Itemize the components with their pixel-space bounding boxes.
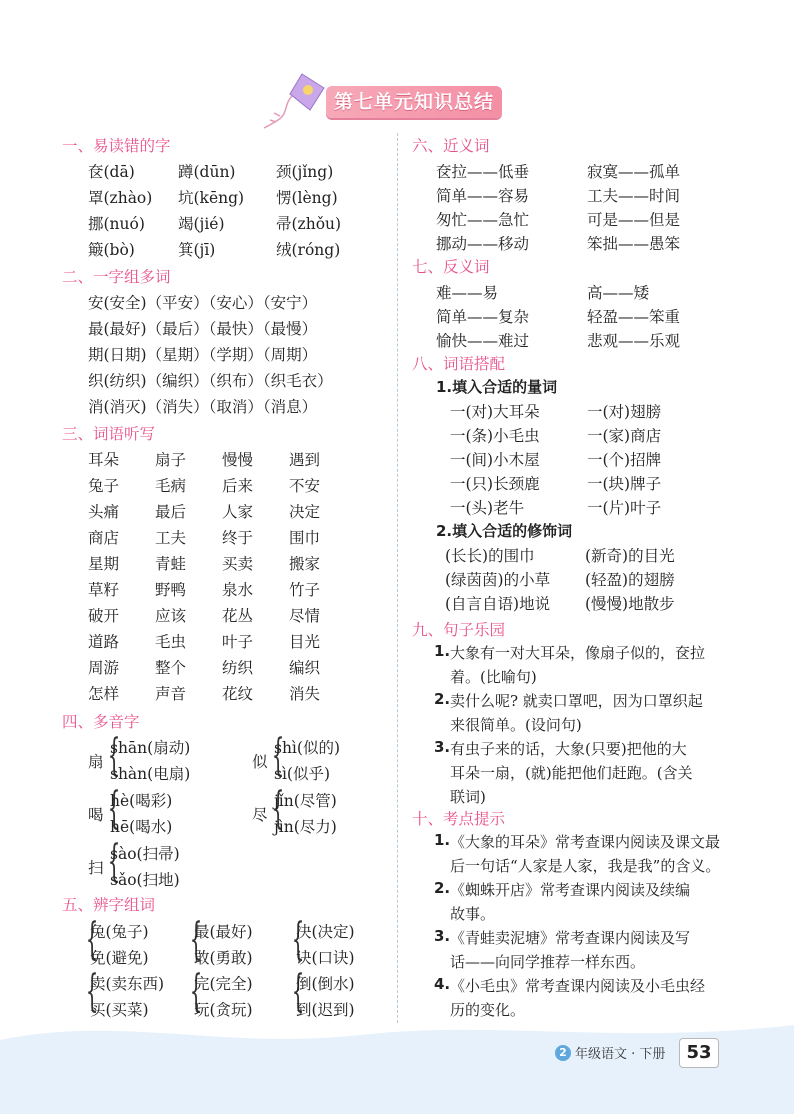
list-item: 怎样: [88, 685, 120, 703]
list-item: 周游: [88, 659, 120, 677]
footer-wave: [0, 1010, 794, 1114]
kite-icon: [262, 70, 332, 130]
list-item: sì(似乎): [274, 765, 331, 783]
item-number: 1.: [434, 831, 451, 849]
list-item: (轻盈)的翅膀: [585, 571, 675, 589]
list-item: 毛虫: [155, 633, 187, 651]
list-item: 帚(zhǒu): [276, 215, 342, 233]
section-heading-5: 五、辨字组词: [62, 896, 156, 914]
list-item: 绒(róng): [276, 241, 341, 259]
section-heading-4: 四、多音字: [62, 713, 140, 731]
list-item: 花纹: [222, 685, 254, 703]
list-item: 《蜘蛛开店》常考查课内阅读及续编: [450, 881, 691, 899]
list-item: 整个: [155, 659, 187, 677]
list-item: 声音: [155, 685, 187, 703]
list-item: 颈(jǐng): [276, 163, 334, 181]
list-item: 星期: [88, 555, 120, 573]
list-item: 奁拉——低垂: [436, 163, 530, 181]
list-item: 话——向同学推荐一样东西。: [450, 953, 646, 971]
list-item: 简单——容易: [436, 187, 530, 205]
subheading-measure-words: 1.填入合适的量词: [436, 378, 558, 396]
page-title: 第七单元知识总结: [333, 91, 494, 113]
list-item: 期(日期)（星期）（学期）（周期）: [88, 346, 318, 364]
list-item: 编织: [289, 659, 321, 677]
list-item: 消(消灭)（消失）（取消）（消息）: [88, 398, 318, 416]
list-item: 泉水: [222, 581, 254, 599]
list-item: 织(纺织)（编织）（织布）（织毛衣）: [88, 372, 333, 390]
list-item: 买(买菜): [90, 1001, 149, 1019]
list-item: hè(喝彩): [110, 792, 173, 810]
item-number: 1.: [434, 642, 451, 660]
list-item: hē(喝水): [110, 818, 173, 836]
list-item: 来很简单。(设问句): [450, 716, 582, 734]
list-item: 联词): [450, 788, 486, 806]
list-item: 寂寞——孤单: [587, 163, 681, 181]
list-item: 尽情: [289, 607, 321, 625]
list-item: 卖(卖东西): [90, 975, 165, 993]
item-number: 2.: [434, 879, 451, 897]
list-item: 买卖: [222, 555, 254, 573]
list-item: 花丛: [222, 607, 254, 625]
item-number: 2.: [434, 690, 451, 708]
list-item: (绿茵茵)的小草: [445, 571, 551, 589]
brace: {: [291, 914, 305, 965]
list-item: shì(似的): [274, 739, 340, 757]
polyphone-char: 似: [252, 753, 268, 771]
list-item: 工夫: [155, 529, 187, 547]
list-item: 后一句话“人家是人家，我是我”的含义。: [450, 857, 721, 875]
section-heading-6: 六、近义词: [412, 137, 490, 155]
brace: {: [85, 966, 99, 1017]
brace: {: [189, 914, 203, 965]
list-item: 挪(nuó): [88, 215, 145, 233]
list-item: 有虫子来的话，大象(只要)把他的大: [450, 740, 687, 758]
list-item: 一(头)老牛: [450, 499, 525, 517]
list-item: 竭(jié): [178, 215, 225, 233]
list-item: 草籽: [88, 581, 120, 599]
list-item: 最(最好): [194, 923, 253, 941]
section-heading-2: 二、一字组多词: [62, 268, 171, 286]
list-item: 轻盈——笨重: [587, 308, 681, 326]
list-item: 一(对)大耳朵: [450, 403, 540, 421]
grade-badge: 2: [555, 1045, 571, 1061]
list-item: 奁(dā): [88, 163, 135, 181]
list-item: 目光: [289, 633, 321, 651]
list-item: 商店: [88, 529, 120, 547]
list-item: 叶子: [222, 633, 254, 651]
list-item: 不安: [289, 477, 321, 495]
list-item: 人家: [222, 503, 254, 521]
list-item: 着。(比喻句): [450, 668, 537, 686]
brace: {: [189, 966, 203, 1017]
list-item: 敢(勇敢): [194, 949, 253, 967]
brace: {: [271, 783, 285, 834]
list-item: 工夫——时间: [587, 187, 681, 205]
list-item: 愣(lèng): [276, 189, 338, 207]
list-item: 兔(兔子): [90, 923, 149, 941]
list-item: (长长)的围巾: [445, 547, 535, 565]
list-item: 头痛: [88, 503, 120, 521]
list-item: 毛病: [155, 477, 187, 495]
list-item: 破开: [88, 607, 120, 625]
list-item: 完(完全): [194, 975, 253, 993]
list-item: 一(块)牌子: [587, 475, 662, 493]
brace: {: [271, 730, 285, 781]
item-number: 3.: [434, 738, 451, 756]
list-item: 挪动——移动: [436, 235, 530, 253]
list-item: jìn(尽力): [274, 818, 337, 836]
brace: {: [291, 966, 305, 1017]
list-item: sǎo(扫地): [110, 871, 180, 889]
list-item: 卖什么呢? 就卖口罩吧，因为口罩织起: [450, 692, 703, 710]
list-item: 《大象的耳朵》常考查课内阅读及课文最: [450, 833, 721, 851]
list-item: 大象有一对大耳朵，像扇子似的，奁拉: [450, 644, 706, 662]
polyphone-char: 扫: [88, 859, 104, 877]
list-item: 一(个)招牌: [587, 451, 662, 469]
list-item: (新奇)的目光: [585, 547, 675, 565]
list-item: 纺织: [222, 659, 254, 677]
list-item: 决(决定): [296, 923, 355, 941]
list-item: (慢慢)地散步: [585, 595, 675, 613]
list-item: 兔子: [88, 477, 120, 495]
list-item: 蹲(dūn): [178, 163, 236, 181]
list-item: 道路: [88, 633, 120, 651]
list-item: 箕(jī): [178, 241, 216, 259]
list-item: 决定: [289, 503, 321, 521]
item-number: 3.: [434, 927, 451, 945]
list-item: 一(对)翅膀: [587, 403, 662, 421]
list-item: 难——易: [436, 284, 499, 302]
list-item: 耳朵一扇，(就)能把他们赶跑。(含关: [450, 764, 693, 782]
list-item: 一(只)长颈鹿: [450, 475, 540, 493]
list-item: 笨拙——愚笨: [587, 235, 681, 253]
brace: {: [107, 783, 121, 834]
list-item: 应该: [155, 607, 187, 625]
list-item: 一(条)小毛虫: [450, 427, 540, 445]
section-heading-10: 十、考点提示: [412, 810, 506, 828]
list-item: 高——矮: [587, 284, 650, 302]
polyphone-char: 尽: [252, 806, 268, 824]
list-item: shān(扇动): [110, 739, 191, 757]
list-item: 围巾: [289, 529, 321, 547]
list-item: 竹子: [289, 581, 321, 599]
list-item: 故事。: [450, 905, 496, 923]
list-item: 罩(zhào): [88, 189, 153, 207]
item-number: 4.: [434, 975, 451, 993]
subheading-modifiers: 2.填入合适的修饰词: [436, 522, 573, 540]
list-item: 耳朵: [88, 451, 120, 469]
list-item: 终于: [222, 529, 254, 547]
list-item: 《小毛虫》常考查课内阅读及小毛虫经: [450, 977, 706, 995]
list-item: 扇子: [155, 451, 187, 469]
list-item: 后来: [222, 477, 254, 495]
list-item: 簸(bò): [88, 241, 135, 259]
footer-label: 年级语文 · 下册: [575, 1047, 666, 1062]
polyphone-char: 扇: [88, 753, 104, 771]
list-item: 野鸭: [155, 581, 187, 599]
list-item: 搬家: [289, 555, 321, 573]
list-item: 简单——复杂: [436, 308, 530, 326]
list-item: 《青蛙卖泥塘》常考查课内阅读及写: [450, 929, 691, 947]
page-number: 53: [679, 1038, 719, 1068]
section-heading-9: 九、句子乐园: [412, 621, 506, 639]
list-item: 一(间)小木屋: [450, 451, 540, 469]
list-item: 诀(口诀): [296, 949, 355, 967]
list-item: 青蛙: [155, 555, 187, 573]
list-item: 最后: [155, 503, 187, 521]
polyphone-char: 喝: [88, 806, 104, 824]
list-item: 免(避免): [90, 949, 149, 967]
list-item: 一(家)商店: [587, 427, 662, 445]
list-item: shàn(电扇): [110, 765, 191, 783]
list-item: 最(最好)（最后）（最快）（最慢）: [88, 320, 318, 338]
list-item: 可是——但是: [587, 211, 681, 229]
list-item: 消失: [289, 685, 321, 703]
list-item: 悲观——乐观: [587, 332, 681, 350]
list-item: 遇到: [289, 451, 321, 469]
section-heading-3: 三、词语听写: [62, 425, 156, 443]
list-item: 愉快——难过: [436, 332, 530, 350]
list-item: 倒(倒水): [296, 975, 355, 993]
list-item: 一(片)叶子: [587, 499, 662, 517]
list-item: 历的变化。: [450, 1001, 526, 1019]
list-item: jǐn(尽管): [274, 792, 337, 810]
section-heading-7: 七、反义词: [412, 258, 490, 276]
list-item: 玩(贪玩): [194, 1001, 253, 1019]
list-item: 安(安全)（平安）（安心）（安宁）: [88, 294, 318, 312]
list-item: sào(扫帚): [110, 845, 180, 863]
list-item: (自言自语)地说: [445, 595, 551, 613]
section-heading-8: 八、词语搭配: [412, 355, 506, 373]
list-item: 坑(kēng): [178, 189, 245, 207]
brace: {: [107, 730, 121, 781]
brace: {: [107, 836, 121, 887]
column-divider: [397, 133, 398, 1023]
section-heading-1: 一、易读错的字: [62, 137, 171, 155]
list-item: 慢慢: [222, 451, 254, 469]
brace: {: [85, 914, 99, 965]
list-item: 匆忙——急忙: [436, 211, 530, 229]
list-item: 到(迟到): [296, 1001, 355, 1019]
